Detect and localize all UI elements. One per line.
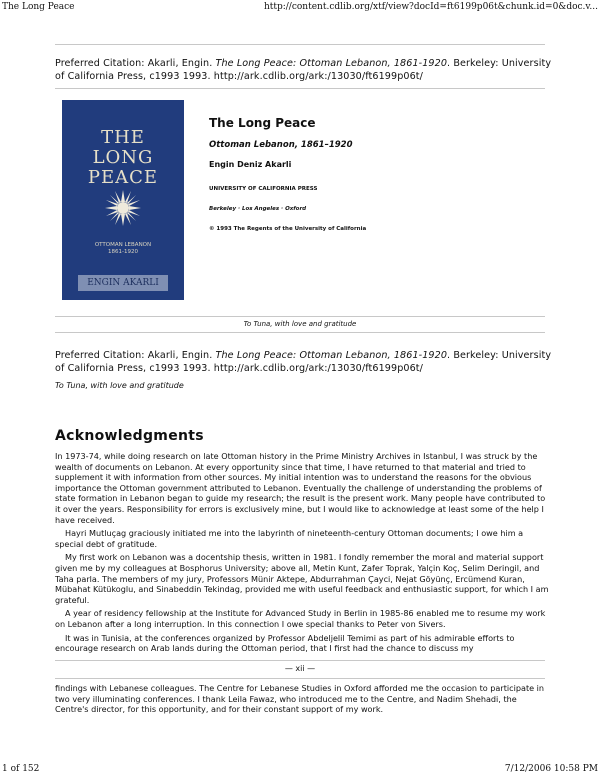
cover-title: THE LONG PEACE	[87, 127, 159, 188]
page-number: — xii —	[284, 664, 316, 673]
acknowledgments-body	[55, 451, 551, 657]
citation-prefix: Preferred Citation: Akarli, Engin.	[55, 58, 216, 69]
divider	[55, 88, 545, 89]
book-publisher: UNIVERSITY OF CALIFORNIA PRESS	[209, 186, 318, 192]
timestamp: 7/12/2006 10:58 PM	[504, 764, 598, 774]
paragraph: A year of residency fellowship at the Institute for Advanced Study in Berlin in 1985-86 enabled me to resume my work on Lebanon after a long interruption. In this connection I owe special thanks to Peter von Sivers.	[55, 608, 546, 629]
divider	[55, 660, 545, 661]
paragraph: findings with Lebanese colleagues. The Centre for Lebanese Studies in Oxford afforded me the occasion to participate in two very illuminating conferences. I thank Leila Fawaz, who introduced me to the Centre, and Nadim Shehadi, the Centre's director, for this opportunity, and for their constant support of my work.	[55, 683, 545, 715]
paragraph: It was in Tunisia, at the conferences organized by Professor Abdeljelil Temimi as part of his admirable efforts to encourage research on Arab lands during the Ottoman period, that I first had the chance to discuss my	[55, 632, 515, 654]
book-places: Berkeley · Los Angeles · Oxford	[209, 206, 307, 212]
paragraph: In 1973-74, while doing research on late Ottoman history in the Prime Ministry Archives in Istanbul, I was struck by the wealth of documents on Lebanon. At every opportunity since that time, I have returned to that material and tried to supplement it with information from other sources. My initial intention was to understand the reasons for the obvious importance the Ottoman government attributed to Lebanon. Eventually the challenge of understanding the problems of state formation in Lebanon began to guide my research; the result is the present work. Many people have contributed to it over the years. Responsibility for errors is exclusively mine, but I would like to acknowledge at least some of the help I have received.	[55, 451, 546, 525]
browser-footer	[0, 764, 600, 776]
page-title: The Long Peace	[2, 2, 75, 12]
divider	[55, 678, 545, 679]
citation-top	[55, 57, 555, 83]
acknowledgments-continuation	[55, 683, 551, 718]
citation-title: The Long Peace: Ottoman Lebanon, 1861-1920	[215, 58, 448, 69]
browser-header	[0, 0, 600, 14]
book-cover-image	[62, 100, 184, 300]
paragraph: My first work on Lebanon was a docentship thesis, written in 1981. I fondly remember the moral and material support given me by my colleagues at Bosphorus University; above all, Metin Kunt, Zafer Toprak, Yalçin Koç, Selim Deringil, and Taha parla. The members of my jury, Professors Münir Aktepe, Abdurrahman Çayci, Nejat Göyünç, Ercümend Kuran, Mübahat Kütükoglu, and Sinabeddin Tekindag, provided me with useful feedback and enthusiastic support, for which I am grateful.	[55, 552, 549, 605]
paragraph: Hayri Mutluçag graciously initiated me into the labyrinth of nineteenth-century Ottoman documents; I owe him a special debt of gratitude.	[55, 528, 524, 549]
dedication: To Tuna, with love and gratitude	[55, 381, 184, 390]
divider	[55, 44, 545, 45]
cover-author: ENGIN AKARLI	[78, 275, 168, 291]
dedication-caption: To Tuna, with love and gratitude	[243, 320, 357, 328]
page-counter: 1 of 152	[2, 764, 40, 774]
book-copyright: © 1993 The Regents of the University of California	[209, 226, 367, 232]
divider	[55, 316, 545, 317]
sunburst-icon	[103, 188, 143, 228]
cover-subtitle: OTTOMAN LEBANON 1861-1920	[94, 242, 152, 255]
page-url: http://content.cdlib.org/xtf/view?docId=ft6199p06t&chunk.id=0&doc.v...	[263, 2, 598, 12]
book-title: The Long Peace	[209, 116, 316, 130]
acknowledgments-heading: Acknowledgments	[55, 428, 204, 444]
citation-suffix: . Berkeley: University of California Press, c1993 1993. http://ark.cdlib.org/ark:/13030/ft6199p06t/	[55, 58, 552, 82]
divider	[55, 332, 545, 333]
book-author: Engin Deniz Akarli	[209, 160, 292, 169]
book-subtitle: Ottoman Lebanon, 1861–1920	[209, 140, 353, 150]
citation-bottom: Preferred Citation: Akarli, Engin. The Long Peace: Ottoman Lebanon, 1861-1920. Berkeley: University of California Press, c1993 1993. http://ark.cdlib.org/ark:/13030/ft6199p06t/	[55, 350, 552, 374]
